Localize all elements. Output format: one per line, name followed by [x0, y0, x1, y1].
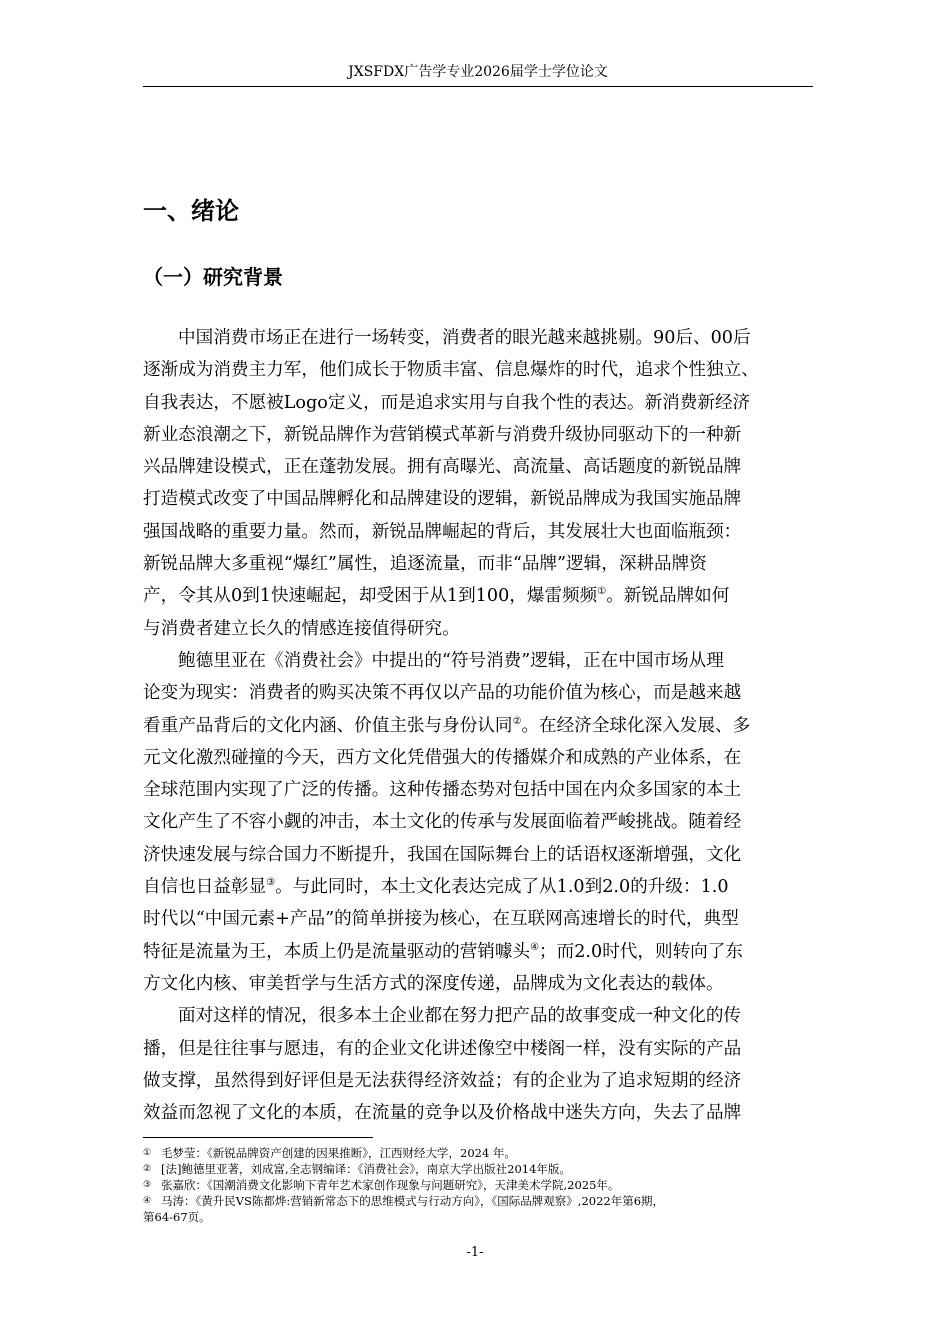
- running-header: JXSFDX广告学专业2026届学士学位论文: [348, 64, 608, 80]
- text-line: [143, 936, 813, 968]
- footnotes: [143, 1145, 813, 1225]
- text-line: 中国消费市场正在进行一场转变，消费者的眼光越来越挑剔。90后、00后: [178, 328, 751, 348]
- text-line: 新锐品牌大多重视“爆红”属性，追逐流量，而非“品牌”逻辑，深耕品牌资: [143, 554, 707, 575]
- text-run: 产，令其从0到1快速崛起，却受困于从1到100，爆雷频频: [143, 586, 598, 607]
- text-run: 特征是流量为王，本质上仍是流量驱动的营销噱头: [143, 941, 531, 962]
- text-line: 论变为现实：消费者的购买决策不再仅以产品的功能价值为核心，而是越来越: [143, 683, 742, 704]
- footnote-text: 张嘉欣：《国潮消费文化影响下青年艺术家创作现象与问题研究》，天津美术学院,2025年。: [161, 1178, 620, 1192]
- text-line: 做支撑，虽然得到好评但是无法获得经济效益；有的企业为了追求短期的经济: [143, 1070, 742, 1091]
- text-line: 自我表达，不愿被Logo定义，而是追求实用与自我个性的表达。新消费新经济: [143, 392, 751, 413]
- footnote-text: 马涛：《黄升民VS陈都烨:营销新常态下的思维模式与行动方向》，《国际品牌观察》,2022年第6期，: [161, 1194, 665, 1208]
- footnote-text: 第64-67页。: [143, 1210, 211, 1224]
- footnote-text: [法]鲍德里亚著，刘成富,全志钢编译：《消费社会》，南京大学出版社2014年版。: [161, 1162, 571, 1176]
- text-line: 效益而忽视了文化的本质，在流量的竞争以及价格战中迷失方向，失去了品牌: [143, 1103, 742, 1124]
- text-run: ；而2.0时代，则转向了东: [539, 941, 743, 962]
- text-run: 自信也日益彰显: [143, 877, 267, 898]
- footnote-text: 毛梦莹：《新锐品牌资产创建的因果推断》，江西财经大学，2024 年。: [161, 1146, 516, 1160]
- text-line: 新业态浪潮之下，新锐品牌作为营销模式革新与消费升级协同驱动下的一种新: [143, 424, 742, 445]
- text-line: 鲍德里亚在《消费社会》中提出的“符号消费”逻辑，正在中国市场从理: [178, 650, 724, 671]
- paragraph: [143, 645, 813, 1000]
- text-line: [143, 710, 813, 742]
- footnote: [143, 1145, 813, 1161]
- paragraph: [143, 1000, 813, 1129]
- footnote-marker[interactable]: ④: [530, 941, 540, 953]
- footnote-mark: ①: [143, 1148, 152, 1158]
- footnote: [143, 1209, 813, 1225]
- text-line: 全球范围内实现了广泛的传播。这种传播态势对包括中国在内众多国家的本土: [143, 780, 742, 801]
- text-run: 看重产品背后的文化内涵、价值主张与身份认同: [143, 715, 513, 736]
- text-line: 播，但是往往事与愿违，有的企业文化讲述像空中楼阁一样，没有实际的产品: [143, 1038, 742, 1059]
- text-line: [143, 580, 813, 612]
- text-line: 强国战略的重要力量。然而，新锐品牌崛起的背后，其发展壮大也面临瓶颈：: [143, 521, 742, 542]
- footnote: [143, 1193, 813, 1209]
- text-run: 。与此同时，本土文化表达完成了从1.0到2.0的升级：1.0: [275, 877, 729, 898]
- footnote: [143, 1161, 813, 1177]
- footnote-mark: ③: [143, 1180, 152, 1190]
- text-line: 兴品牌建设模式，正在蓬勃发展。拥有高曝光、高流量、高话题度的新锐品牌: [143, 457, 742, 478]
- body-text: [143, 322, 813, 1129]
- text-line: 逐渐成为消费主力军，他们成长于物质丰富、信息爆炸的时代，追求个性独立、: [143, 360, 759, 381]
- text-run: 。在经济全球化深入发展、多: [521, 715, 751, 736]
- section-title: 一、绪论: [143, 197, 239, 225]
- text-line: 济快速发展与综合国力不断提升，我国在国际舞台上的话语权逐渐增强，文化: [143, 844, 742, 865]
- footnote: [143, 1177, 813, 1193]
- footnote-mark: ④: [143, 1196, 152, 1206]
- footnote-mark: ②: [143, 1164, 152, 1174]
- footnote-separator: [143, 1137, 373, 1138]
- header-rule: [143, 86, 813, 87]
- subsection-title: （一）研究背景: [143, 265, 283, 289]
- text-line: 方文化内核、审美哲学与生活方式的深度传递，品牌成为文化表达的载体。: [143, 973, 724, 994]
- text-run: 。新锐品牌如何: [606, 586, 730, 607]
- text-line: [143, 871, 813, 903]
- text-line: 时代以“中国元素+产品”的简单拼接为核心，在互联网高速增长的时代，典型: [143, 909, 739, 930]
- text-line: 元文化激烈碰撞的今天，西方文化凭借强大的传播媒介和成熟的产业体系，在: [143, 747, 742, 768]
- footnote-marker[interactable]: ②: [512, 715, 522, 727]
- footnote-marker[interactable]: ③: [266, 877, 276, 889]
- text-line: 面对这样的情况，很多本土企业都在努力把产品的故事变成一种文化的传: [178, 1006, 742, 1027]
- footnote-marker[interactable]: ①: [597, 586, 607, 598]
- text-line: 打造模式改变了中国品牌孵化和品牌建设的逻辑，新锐品牌成为我国实施品牌: [143, 489, 742, 510]
- text-line: 文化产生了不容小觑的冲击，本土文化的传承与发展面临着严峻挑战。随着经: [143, 812, 742, 833]
- paragraph: [143, 322, 813, 645]
- text-line: 与消费者建立长久的情感连接值得研究。: [143, 618, 460, 639]
- page-number: -1-: [466, 1245, 484, 1260]
